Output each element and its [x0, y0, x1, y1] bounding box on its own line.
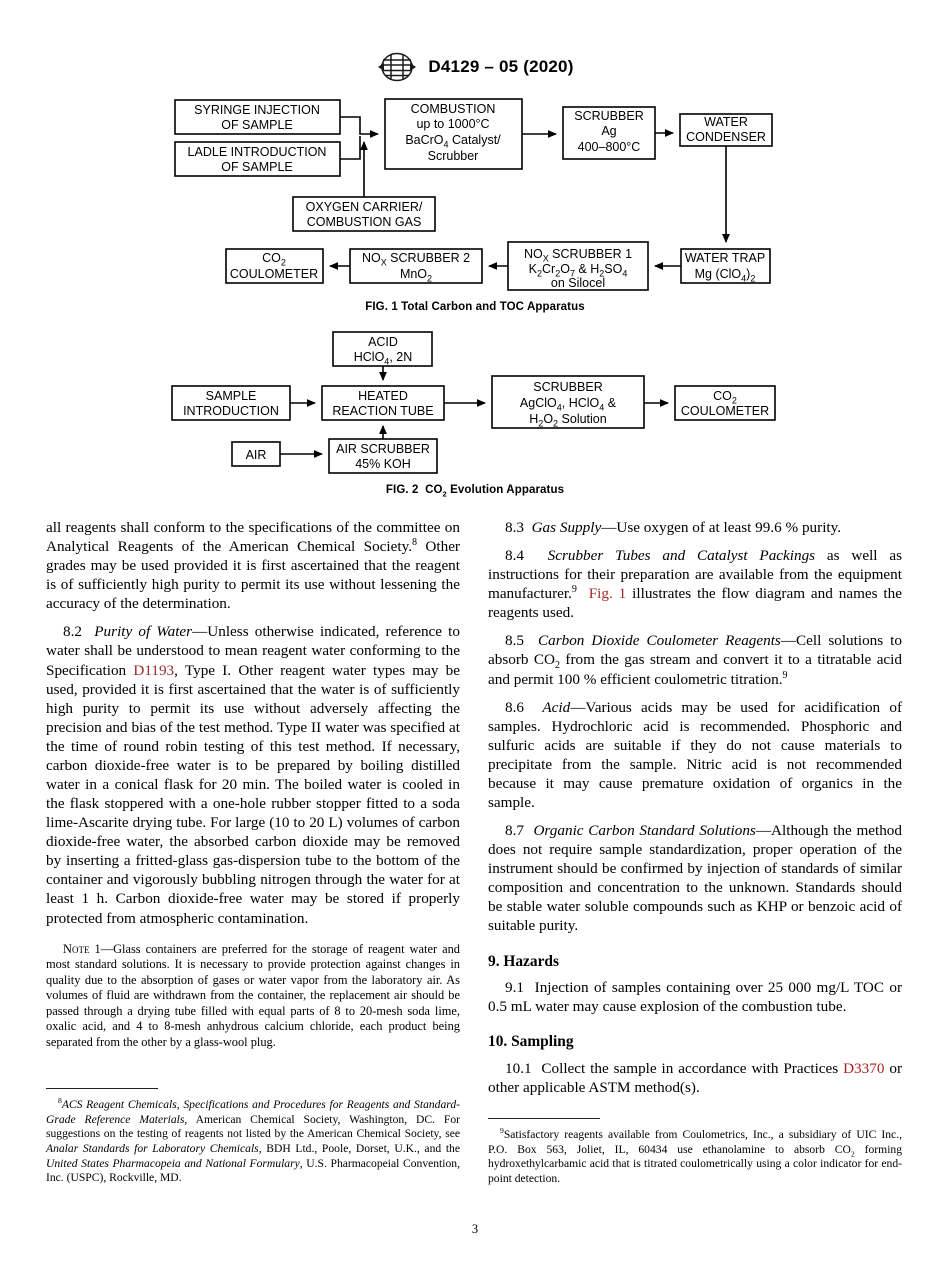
paragraph-8-6-title: Acid — [542, 698, 571, 716]
footnote-9-text-2: forming hydroxethylcarbamic acid that is titrated coulometrically using a color indicator for end-point detection. — [488, 1142, 903, 1185]
figure-1-caption: FIG. 1 Total Carbon and TOC Apparatus — [365, 301, 585, 313]
air-scrubber-box-line2: 45% KOH — [355, 457, 411, 471]
right-column — [488, 518, 902, 1097]
footnote-8-text-3: , U.S. Pharmacopeial Convention, Inc. (USPC), Rockville, MD. — [46, 1156, 460, 1185]
figure-link-fig-1[interactable]: Fig. 1 — [588, 585, 627, 603]
paragraph-8-2-title: Purity of Water — [94, 623, 193, 641]
paragraph-8-6-text: —Various acids may be used for acidification of samples. Hydrochloric acid is recommended. Phosphoric and sulfuric acids are suitable if they do not cause materials to precipitate from the sample. Nitric acid is not recommended because it may cause premature oxidation of organics in the sample. — [488, 698, 903, 812]
co2-coulometer-box-2-line2: COULOMETER — [680, 404, 770, 418]
paragraph-8-4-text-b: illustrates the flow diagram and names the reagents used. — [488, 585, 902, 622]
footnote-9-subscript: 2 — [850, 1148, 855, 1158]
footnote-9-text-1: Satisfactory reagents available from Coulometrics, Inc., a subsidiary of UIC Inc., P.O. Box 563, Joliet, IL, 60434 use ethanolamine to absorb CO — [488, 1128, 902, 1156]
astm-logo — [376, 52, 418, 82]
nox-scrubber-1-box-line2: $K_2Cr_2O_7$ & $H_2SO_4$ — [528, 262, 628, 279]
scrubber-ag-box-line3: 400–800°C — [577, 140, 641, 154]
water-condenser-box-line1: WATER — [704, 115, 748, 129]
section-heading-10-sampling: 10. Sampling — [488, 1033, 574, 1051]
paragraph-8-5 — [488, 631, 902, 688]
paragraph-8-2-text-b: , Type I. Other reagent water types may be used, provided it is first ascertained that the water is of sufficiently high purity to permit its use without adversely affecting the precision and bias of the test method. Type II water was specified at the time of round robin testing of this test method. If necessary, carbon dioxide-free water is to be prepared by boiling distilled water in a conical flask for 20 min. The boiled water is cooled in the flask stoppered with a one-hole rubber stopper fitted to a soda lime-Ascarite drying tube. For large (10 to 20 L) volumes of carbon dioxide-free water, the absorbed carbon dioxide may be removed by inserting a fritted-glass gas-dispersion tube to the bottom of the container and vigorously bubbling nitrogen through the water for at least 1 h. Carbon dioxide-free water may be stored if properly protected from atmospheric contamination. — [46, 661, 460, 927]
standard-link-d1193[interactable]: D1193 — [133, 661, 175, 679]
paragraph-8-1-text-b: Other grades may be used provided it is first ascertained that the reagent is of sufficiently high purity to permit its use without lessening the accuracy of the determination. — [46, 538, 460, 613]
air-box-line1: AIR — [245, 448, 267, 462]
ladle-introduction-box-line1: LADLE INTRODUCTION — [187, 145, 327, 159]
footnote-8-italic-3: United States Pharmacopeia and National Formulary — [46, 1156, 300, 1170]
nox-scrubber-2-box-line2: MnO$_2$ — [399, 267, 433, 284]
co2-coulometer-box-line1: $CO_2$ — [262, 251, 286, 268]
paragraph-8-4-number: 8.4 — [505, 547, 524, 565]
paragraph-8-7-title: Organic Carbon Standard Solutions — [533, 822, 756, 840]
figures-region — [0, 92, 950, 512]
heated-reaction-tube-box-line2: REACTION TUBE — [332, 404, 434, 418]
paragraph-8-7-text: —Although the method does not require sample standardization, proper operation of the instrument should be confirmed by injection of standards of similar composition and concentration to the unknown. Standards should be stable water soluble compounds such as KHP or benzoic acid of suitable purity. — [488, 822, 902, 935]
paragraph-8-7 — [488, 821, 902, 935]
document-designation: D4129 – 05 (2020) — [428, 57, 574, 76]
page-number: 3 — [471, 1222, 479, 1236]
standard-link-d3370[interactable]: D3370 — [843, 1059, 885, 1077]
footnote-rule-left — [46, 1088, 158, 1089]
paragraph-9-1-number: 9.1 — [505, 979, 524, 997]
syringe-injection-box-line2: OF SAMPLE — [221, 118, 293, 132]
paragraph-8-4 — [488, 546, 902, 622]
combustion-box-line4: Scrubber — [427, 149, 479, 163]
footnote-8-italic-1: ACS Reagent Chemicals, Specifications and Procedures for Reagents and Standard-Grade Reference Materials — [46, 1098, 460, 1126]
scrubber-agclo4-box-line1: SCRUBBER — [533, 380, 603, 394]
paragraph-8-1-continued — [46, 518, 460, 613]
heated-reaction-tube-box-line1: HEATED — [358, 389, 408, 403]
page-header — [0, 52, 950, 82]
footnote-ref-9-a: 9 — [571, 584, 577, 596]
paragraph-8-4-text-a: as well as instructions for their preparation are available from the equipment manufacturer. — [488, 547, 902, 603]
note-1-text: —Glass containers are preferred for the storage of reagent water and most standard solutions. It is necessary to provide protection against changes in quality due to the absorption of gases or water vapor from the laboratory air. As volumes of fluid are withdrawn from the container, the replacement air should be passed through a drying tube filled with equal parts of 8 to 20-mesh soda lime, oxalic acid, and 4 to 8-mesh anhydrous calcium chloride, each product being separated from the other by a glass-wool plug. — [46, 941, 460, 1050]
footnote-8-marker: 8 — [58, 1096, 62, 1106]
paragraph-10-1-text-b: or other applicable ASTM method(s). — [488, 1059, 902, 1096]
paragraph-8-5-text-b: from the gas stream and convert it to a titratable acid and permit 100 % efficient coulometric titration. — [488, 651, 902, 688]
combustion-box-line2: up to 1000°C — [416, 117, 490, 131]
footnote-8-text-2: , BDH Ltd., Poole, Dorset, U.K., and the — [258, 1141, 460, 1155]
acid-box-line2: HClO$_4$, 2N — [353, 350, 413, 367]
note-1-label: Note 1 — [63, 941, 101, 956]
paragraph-9-1 — [488, 978, 902, 1016]
sample-introduction-box-line1: SAMPLE — [205, 389, 257, 403]
footnote-9 — [488, 1128, 902, 1187]
footnote-block-left — [46, 1088, 460, 1186]
nox-scrubber-1-box-line3: on Silocel — [550, 276, 606, 290]
figure-2-co2-evolution-apparatus — [0, 324, 950, 479]
oxygen-carrier-box-line1: OXYGEN CARRIER/ — [305, 200, 423, 214]
syringe-injection-box-line1: SYRINGE INJECTION — [194, 103, 320, 117]
paragraph-8-5-number: 8.5 — [505, 632, 524, 650]
paragraph-10-1-number: 10.1 — [505, 1059, 532, 1077]
paragraph-8-3-text: —Use oxygen of at least 99.6 % purity. — [601, 519, 842, 536]
footnote-ref-8: 8 — [412, 537, 418, 549]
footnote-9-marker: 9 — [500, 1126, 504, 1136]
air-scrubber-box-line1: AIR SCRUBBER — [336, 442, 430, 456]
scrubber-ag-box-line2: Ag — [601, 124, 617, 138]
paragraph-8-4-title: Scrubber Tubes and Catalyst Packings — [547, 547, 816, 565]
paragraph-8-3-title: Gas Supply — [531, 519, 602, 536]
co2-coulometer-box-line2: COULOMETER — [229, 267, 319, 281]
paragraph-8-6-number: 8.6 — [505, 698, 524, 716]
paragraph-8-2-number: 8.2 — [63, 623, 82, 641]
paragraph-9-1-text: Injection of samples containing over 25 000 mg/L TOC or 0.5 mL water may cause explosion of the combustion tube. — [488, 979, 902, 1016]
co2-coulometer-box-2-line1: $CO_2$ — [713, 389, 737, 406]
paragraph-10-1 — [488, 1059, 902, 1097]
nox-scrubber-1-box-line1: $NO_X$ SCRUBBER 1 — [523, 247, 633, 264]
figure-1-total-carbon-toc-apparatus — [0, 92, 950, 297]
paragraph-8-5-subscript: 2 — [555, 660, 561, 672]
paragraph-8-7-number: 8.7 — [505, 822, 524, 840]
footnote-8-text-1: , American Chemical Society, Washington, DC. For suggestions on the testing of reagents not listed by the American Chemical Society, see — [46, 1112, 460, 1141]
paragraph-8-5-title: Carbon Dioxide Coulometer Reagents — [537, 632, 781, 650]
figure-2-caption: FIG. 2 $CO_2$ Evolution Apparatus — [385, 484, 565, 499]
paragraph-10-1-text-a: Collect the sample in accordance with Practices — [541, 1059, 844, 1077]
note-1 — [46, 942, 460, 1051]
scrubber-agclo4-box-line2: AgClO$_4$, HClO$_4$ & — [519, 396, 617, 413]
paragraph-8-2-text-a: —Unless otherwise indicated, reference to water shall be understood to mean reagent water conforming to the Specification — [46, 623, 460, 679]
nox-scrubber-2-box-line1: $NO_X$ SCRUBBER 2 — [361, 251, 471, 268]
paragraph-8-2 — [46, 622, 460, 927]
water-condenser-box-line2: CONDENSER — [686, 130, 766, 144]
left-column — [46, 518, 460, 1051]
scrubber-ag-box-line1: SCRUBBER — [574, 109, 644, 123]
paragraph-8-5-text-a: —Cell solutions to absorb CO — [488, 632, 903, 669]
paragraph-8-3 — [488, 518, 902, 537]
paragraph-8-6 — [488, 698, 902, 812]
oxygen-carrier-box-line2: COMBUSTION GAS — [306, 215, 422, 229]
sample-introduction-box-line2: INTRODUCTION — [183, 404, 279, 418]
footnote-8-italic-2: Analar Standards for Laboratory Chemicals — [46, 1141, 259, 1155]
water-trap-box-line1: WATER TRAP — [684, 251, 766, 265]
scrubber-agclo4-box-line3: $H_2O_2$ Solution — [529, 412, 607, 429]
footnote-rule-right — [488, 1118, 600, 1119]
footnote-8 — [46, 1098, 460, 1186]
section-heading-9-hazards: 9. Hazards — [488, 952, 559, 970]
paragraph-8-1-text-a: all reagents shall conform to the specifications of the committee on Analytical Reagents of the American Chemical Society. — [46, 519, 460, 556]
acid-box-line1: ACID — [368, 335, 398, 349]
paragraph-8-3-number: 8.3 — [505, 519, 524, 536]
combustion-box-line3: BaCrO$_4$ Catalyst/ — [405, 133, 501, 150]
ladle-introduction-box-line2: OF SAMPLE — [221, 160, 293, 174]
footnote-ref-9-b: 9 — [782, 669, 788, 681]
footnote-block-right — [488, 1118, 902, 1187]
water-trap-box-line2: Mg $(ClO_4)_2$ — [694, 267, 756, 284]
combustion-box-line1: COMBUSTION — [410, 102, 496, 116]
